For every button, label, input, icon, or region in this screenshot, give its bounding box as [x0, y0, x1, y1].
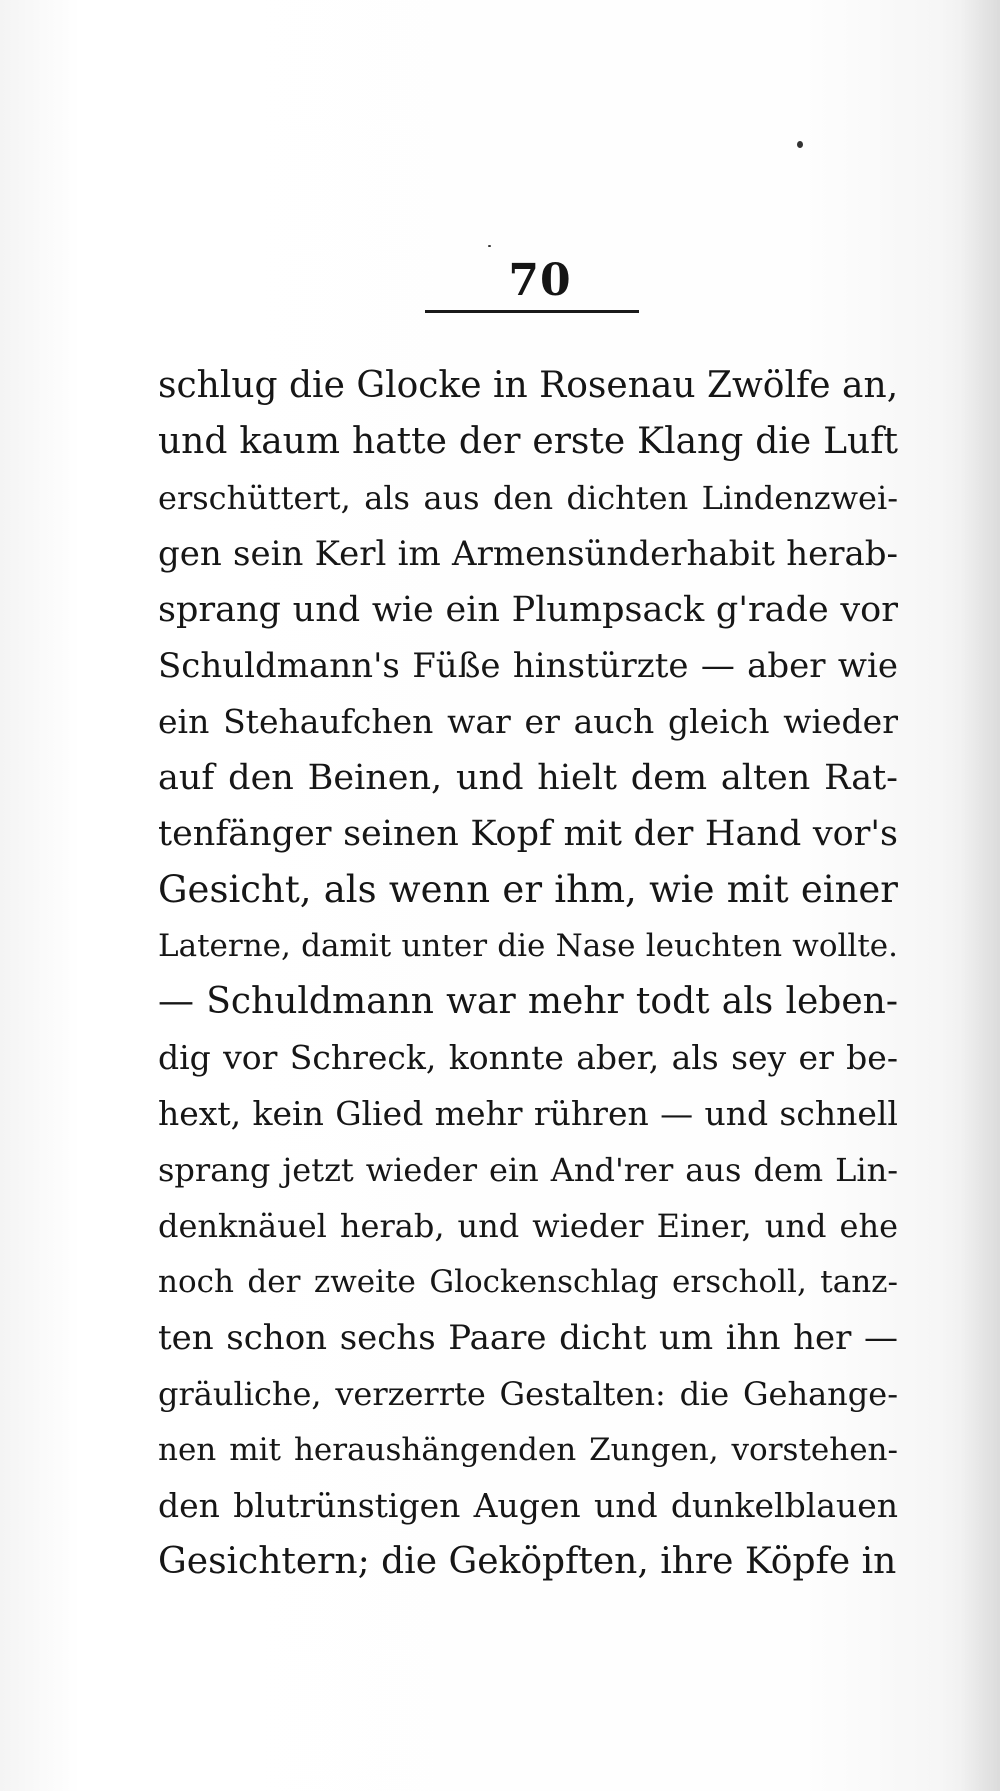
- text-line: Laterne, damit unter die Nase leuchten wollte.: [158, 928, 898, 964]
- text-line: den blutrünstigen Augen und dunkelblauen: [158, 1486, 898, 1525]
- text-line: schlug die Glocke in Rosenau Zwölfe an,: [158, 365, 898, 406]
- text-line: noch der zweite Glockenschlag erscholl, tanz-: [158, 1264, 898, 1300]
- text-line: auf den Beinen, und hielt dem alten Rat-: [158, 758, 898, 798]
- text-line: gräuliche, verzerrte Gestalten: die Gehange-: [158, 1375, 898, 1413]
- text-line: hext, kein Glied mehr rühren — und schnell: [158, 1094, 898, 1133]
- text-line: Schuldmann's Füße hinstürzte — aber wie: [158, 646, 898, 686]
- text-line: tenfänger seinen Kopf mit der Hand vor's: [158, 814, 898, 854]
- text-line: — Schuldmann war mehr todt als leben-: [158, 981, 898, 1022]
- text-line: und kaum hatte der erste Klang die Luft: [158, 421, 898, 462]
- text-line: dig vor Schreck, konnte aber, als sey er be-: [158, 1038, 898, 1077]
- page-number: 70: [508, 255, 572, 306]
- text-line: ein Stehaufchen war er auch gleich wieder: [158, 702, 898, 741]
- text-line: sprang jetzt wieder ein And'rer aus dem Lin-: [158, 1151, 898, 1189]
- text-line: Gesichtern; die Geköpften, ihre Köpfe in: [158, 1541, 897, 1582]
- text-line: sprang und wie ein Plumpsack g'rade vor: [158, 590, 898, 630]
- ink-speck: [797, 141, 803, 148]
- text-line: erschüttert, als aus den dichten Lindenzwei-: [158, 479, 898, 517]
- text-line: Gesicht, als wenn er ihm, wie mit einer: [158, 868, 898, 911]
- text-line: denknäuel herab, und wieder Einer, und ehe: [158, 1207, 898, 1245]
- ink-speck: [488, 245, 491, 247]
- text-line: gen sein Kerl im Armensünderhabit herab-: [158, 534, 898, 574]
- body-text: [158, 358, 898, 1590]
- text-line: nen mit heraushängenden Zungen, vorstehen-: [158, 1432, 898, 1468]
- text-line: ten schon sechs Paare dicht um ihn her —: [158, 1318, 898, 1358]
- header-rule: [425, 310, 639, 313]
